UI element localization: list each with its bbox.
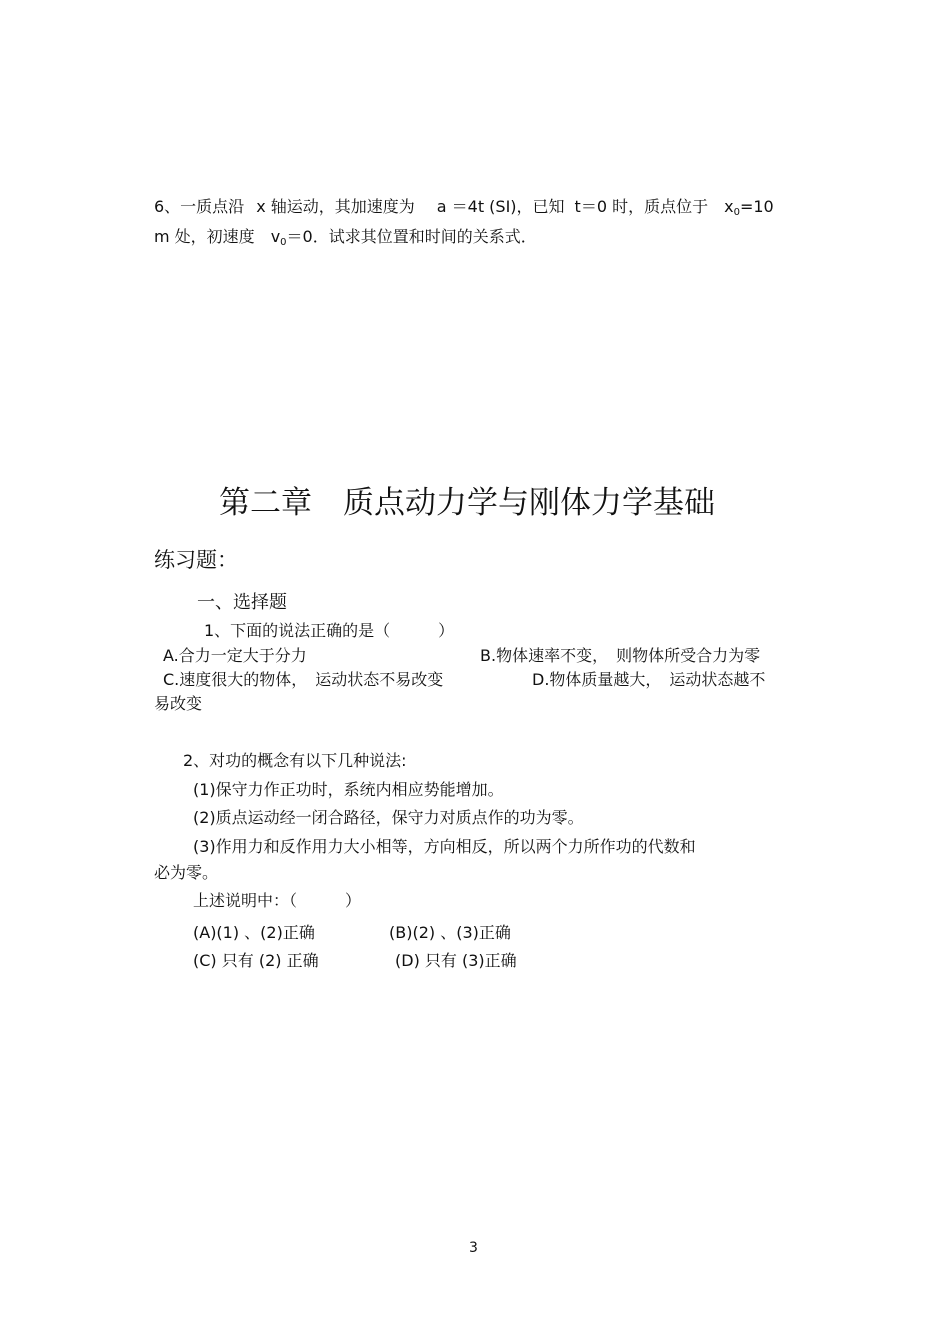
question-1-option-d: D.物体质量越大， 运动状态越不 (532, 670, 766, 689)
question-2-option-b: (B)(2) 、(3)正确 (389, 923, 511, 942)
subsection-label: 一、选择题 (197, 592, 287, 613)
question-1-option-c: C.速度很大的物体， 运动状态不易改变 (163, 670, 444, 689)
question-2-statement-3: (3)作用力和反作用力大小相等，方向相反，所以两个力所作功的代数和 (193, 837, 696, 856)
chapter-title: 第二章 质点动力学与刚体力学基础 (219, 485, 715, 521)
question-2-option-a: (A)(1) 、(2)正确 (193, 923, 315, 942)
question-2-prompt: 上述说明中：（ ） (193, 891, 362, 910)
question-2-option-d: (D) 只有 (3)正确 (395, 951, 517, 970)
question-2-statement-1: (1)保守力作正功时，系统内相应势能增加。 (193, 780, 504, 799)
question-1-option-a: A.合力一定大于分力 (163, 646, 307, 665)
problem-6-text-line2: m 处，初速度 v0＝0．试求其位置和时间的关系式． (154, 227, 537, 248)
page-number: 3 (469, 1240, 478, 1256)
question-1-option-b: B.物体速率不变， 则物体所受合力为零 (480, 646, 761, 665)
question-2-option-c: (C) 只有 (2) 正确 (193, 951, 319, 970)
section-label: 练习题： (154, 548, 238, 572)
question-2-stem: 2、对功的概念有以下几种说法: (183, 751, 407, 770)
question-2-statement-2: (2)质点运动经一闭合路径，保守力对质点作的功为零。 (193, 808, 584, 827)
question-2-statement-3-continued: 必为零。 (154, 863, 219, 882)
question-1-stem: 1、下面的说法正确的是（ ） (204, 621, 455, 640)
question-1-option-d-continued: 易改变 (154, 694, 203, 713)
problem-6-text-line1: 6、一质点沿 x 轴运动，其加速度为 a ＝4t (SI)，已知 t＝0 时，质点位于 x0=10 (154, 197, 774, 218)
